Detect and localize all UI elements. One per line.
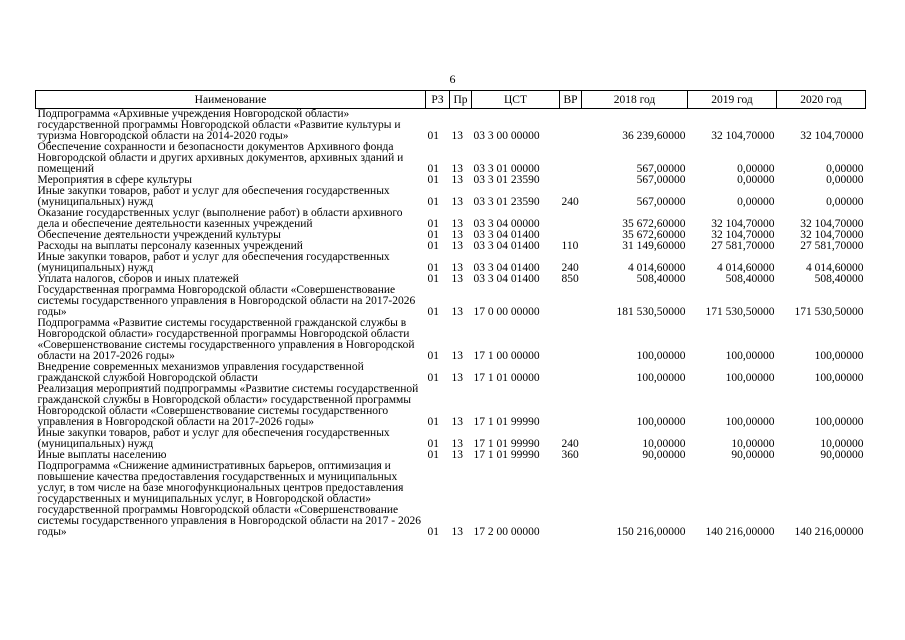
row-vr: 850 bbox=[561, 273, 579, 285]
row-pr: 13 bbox=[451, 372, 463, 384]
row-amount-2020: 100,00000 bbox=[814, 416, 864, 428]
row-name: Иные закупки товаров, работ и услуг для обеспечения государственных (муниципальных) нужд bbox=[37, 185, 390, 208]
row-amount-2018: 4 014,60000 bbox=[628, 262, 686, 274]
row-amount-2019: 90,00000 bbox=[731, 449, 775, 461]
row-amount-2019: 100,00000 bbox=[725, 350, 775, 362]
row-rz: 01 bbox=[427, 350, 439, 362]
row-rz: 01 bbox=[427, 196, 439, 208]
row-cst: 17 0 00 00000 bbox=[473, 306, 540, 318]
row-amount-2019: 171 530,50000 bbox=[705, 306, 775, 318]
row-name: Обеспечение деятельности учреждений культуры bbox=[37, 229, 281, 241]
row-pr: 13 bbox=[451, 273, 463, 285]
row-amount-2019: 100,00000 bbox=[725, 416, 775, 428]
row-vr bbox=[560, 362, 582, 384]
header-rz: РЗ bbox=[426, 91, 450, 109]
row-pr: 13 bbox=[451, 449, 463, 461]
row-name: Иные закупки товаров, работ и услуг для обеспечения государственных (муниципальных) нужд bbox=[37, 251, 390, 274]
row-rz: 01 bbox=[427, 372, 439, 384]
row-amount-2020: 32 104,70000 bbox=[800, 130, 864, 142]
table-row bbox=[36, 142, 866, 175]
row-vr bbox=[560, 285, 582, 318]
row-vr bbox=[560, 461, 582, 538]
table-header bbox=[36, 91, 866, 109]
row-amount-2019: 32 104,70000 bbox=[711, 229, 775, 241]
table-row bbox=[36, 186, 866, 208]
row-cst: 03 3 04 00000 bbox=[473, 218, 540, 230]
row-amount-2020: 0,00000 bbox=[826, 196, 864, 208]
row-amount-2018: 35 672,60000 bbox=[622, 229, 686, 241]
row-amount-2020: 4 014,60000 bbox=[806, 262, 864, 274]
row-amount-2020: 140 216,00000 bbox=[794, 526, 864, 538]
row-amount-2018: 36 239,60000 bbox=[622, 130, 686, 142]
row-vr: 360 bbox=[561, 449, 579, 461]
row-pr: 13 bbox=[451, 229, 463, 241]
row-pr: 13 bbox=[451, 130, 463, 142]
header-row bbox=[36, 91, 866, 109]
row-rz: 01 bbox=[427, 163, 439, 175]
row-amount-2018: 150 216,00000 bbox=[616, 526, 686, 538]
row-amount-2019: 0,00000 bbox=[737, 174, 775, 186]
row-amount-2019: 4 014,60000 bbox=[717, 262, 775, 274]
header-2020: 2020 год bbox=[777, 91, 866, 109]
row-name: Внедрение современных механизмов управления государственной гражданской службой Новгородской области bbox=[37, 361, 364, 384]
table-row bbox=[36, 252, 866, 274]
row-rz: 01 bbox=[427, 174, 439, 186]
row-amount-2019: 10,00000 bbox=[731, 438, 775, 450]
row-name: Мероприятия в сфере культуры bbox=[37, 174, 193, 186]
row-pr: 13 bbox=[451, 240, 463, 252]
row-vr bbox=[560, 384, 582, 428]
row-rz: 01 bbox=[427, 438, 439, 450]
row-amount-2018: 567,00000 bbox=[636, 163, 686, 175]
header-name: Наименование bbox=[36, 91, 426, 109]
row-vr: 240 bbox=[561, 262, 579, 274]
row-cst: 17 2 00 00000 bbox=[473, 526, 540, 538]
row-name: Иные выплаты населению bbox=[37, 449, 167, 461]
row-pr: 13 bbox=[451, 416, 463, 428]
row-vr bbox=[560, 175, 582, 186]
row-amount-2020: 0,00000 bbox=[826, 174, 864, 186]
row-cst: 03 3 01 23590 bbox=[473, 174, 540, 186]
row-amount-2019: 0,00000 bbox=[737, 196, 775, 208]
row-rz: 01 bbox=[427, 229, 439, 241]
row-pr: 13 bbox=[451, 174, 463, 186]
header-pr: Пр bbox=[450, 91, 472, 109]
row-vr bbox=[560, 318, 582, 362]
row-amount-2018: 31 149,60000 bbox=[622, 240, 686, 252]
row-cst: 17 1 01 99990 bbox=[473, 416, 540, 428]
table-row bbox=[36, 428, 866, 450]
row-pr: 13 bbox=[451, 526, 463, 538]
table-row bbox=[36, 318, 866, 362]
row-name: Подпрограмма «Снижение административных барьеров, оптимизация и повышение качества предоставления государственных и муниципальных услуг, в том числе на базе многофункциональных центров предоставления государственных и муниципальных услуг, в Новгородской области» государственной программы Новгородской области «Совершенствование системы государственного управления в Новгородской области на 2017 - 2026 годы» bbox=[37, 460, 421, 538]
row-amount-2020: 32 104,70000 bbox=[800, 218, 864, 230]
row-amount-2018: 100,00000 bbox=[636, 372, 686, 384]
row-cst: 17 1 01 99990 bbox=[473, 438, 540, 450]
row-vr bbox=[560, 109, 582, 143]
row-rz: 01 bbox=[427, 218, 439, 230]
row-rz: 01 bbox=[427, 240, 439, 252]
row-amount-2018: 10,00000 bbox=[642, 438, 686, 450]
row-rz: 01 bbox=[427, 526, 439, 538]
header-2018: 2018 год bbox=[582, 91, 688, 109]
row-cst: 03 3 04 01400 bbox=[473, 262, 540, 274]
row-amount-2018: 508,40000 bbox=[636, 273, 686, 285]
page-number: 6 bbox=[449, 72, 456, 86]
row-vr: 240 bbox=[561, 196, 579, 208]
row-rz: 01 bbox=[427, 306, 439, 318]
row-name: Подпрограмма «Развитие системы государственной гражданской службы в Новгородской области» государственной программы Новгородской области «Совершенствование системы государственного управления в Новгородской области на 2017-2026 годы» bbox=[37, 317, 415, 362]
row-amount-2020: 100,00000 bbox=[814, 350, 864, 362]
table-row bbox=[36, 285, 866, 318]
row-amount-2020: 32 104,70000 bbox=[800, 229, 864, 241]
row-amount-2018: 100,00000 bbox=[636, 416, 686, 428]
row-amount-2020: 508,40000 bbox=[814, 273, 864, 285]
row-cst: 17 1 01 00000 bbox=[473, 372, 540, 384]
row-vr: 110 bbox=[561, 240, 579, 252]
row-pr: 13 bbox=[451, 438, 463, 450]
row-name: Обеспечение сохранности и безопасности документов Архивного фонда Новгородской области и других архивных документов, архивных зданий и помещений bbox=[37, 141, 404, 175]
header-2019: 2019 год bbox=[688, 91, 777, 109]
row-pr: 13 bbox=[451, 262, 463, 274]
row-amount-2020: 171 530,50000 bbox=[794, 306, 864, 318]
row-pr: 13 bbox=[451, 350, 463, 362]
row-cst: 03 3 01 23590 bbox=[473, 196, 540, 208]
table-row bbox=[36, 362, 866, 384]
row-cst: 03 3 04 01400 bbox=[473, 240, 540, 252]
row-amount-2018: 181 530,50000 bbox=[616, 306, 686, 318]
header-cst: ЦСТ bbox=[472, 91, 560, 109]
row-amount-2018: 90,00000 bbox=[642, 449, 686, 461]
row-rz: 01 bbox=[427, 130, 439, 142]
row-name: Иные закупки товаров, работ и услуг для обеспечения государственных (муниципальных) нужд bbox=[37, 427, 390, 450]
row-amount-2019: 32 104,70000 bbox=[711, 130, 775, 142]
row-amount-2018: 567,00000 bbox=[636, 196, 686, 208]
header-vr: ВР bbox=[560, 91, 582, 109]
row-cst: 03 3 01 00000 bbox=[473, 163, 540, 175]
row-pr: 13 bbox=[451, 218, 463, 230]
row-name: Уплата налогов, сборов и иных платежей bbox=[37, 273, 239, 285]
row-name: Расходы на выплаты персоналу казенных учреждений bbox=[37, 240, 303, 252]
row-rz: 01 bbox=[427, 416, 439, 428]
table-row bbox=[36, 461, 866, 538]
row-vr bbox=[560, 208, 582, 230]
row-name: Государственная программа Новгородской области «Совершенствование системы государственного управления в Новгородской области на 2017-2026 годы» bbox=[37, 284, 416, 318]
row-amount-2019: 0,00000 bbox=[737, 163, 775, 175]
row-cst: 03 3 04 01400 bbox=[473, 229, 540, 241]
row-vr: 240 bbox=[561, 438, 579, 450]
row-name: Подпрограмма «Архивные учреждения Новгородской области» государственной программы Новгородской области «Развитие культуры и туризма Новгородской области на 2014-2020 годы» bbox=[37, 108, 401, 142]
table-row bbox=[36, 208, 866, 230]
row-amount-2018: 567,00000 bbox=[636, 174, 686, 186]
row-amount-2020: 10,00000 bbox=[820, 438, 864, 450]
row-amount-2019: 140 216,00000 bbox=[705, 526, 775, 538]
row-amount-2019: 100,00000 bbox=[725, 372, 775, 384]
row-rz: 01 bbox=[427, 449, 439, 461]
row-amount-2020: 27 581,70000 bbox=[800, 240, 864, 252]
row-name: Оказание государственных услуг (выполнение работ) в области архивного дела и обеспечение деятельности казенных учреждений bbox=[37, 207, 403, 230]
row-pr: 13 bbox=[451, 306, 463, 318]
row-amount-2020: 0,00000 bbox=[826, 163, 864, 175]
row-cst: 17 1 00 00000 bbox=[473, 350, 540, 362]
row-amount-2019: 32 104,70000 bbox=[711, 218, 775, 230]
budget-table bbox=[35, 90, 866, 538]
row-pr: 13 bbox=[451, 196, 463, 208]
row-amount-2018: 35 672,60000 bbox=[622, 218, 686, 230]
row-amount-2020: 90,00000 bbox=[820, 449, 864, 461]
row-rz: 01 bbox=[427, 262, 439, 274]
table-row bbox=[36, 109, 866, 143]
row-cst: 03 3 00 00000 bbox=[473, 130, 540, 142]
row-amount-2020: 100,00000 bbox=[814, 372, 864, 384]
row-amount-2019: 508,40000 bbox=[725, 273, 775, 285]
row-cst: 03 3 04 01400 bbox=[473, 273, 540, 285]
table-body bbox=[36, 109, 866, 539]
row-pr: 13 bbox=[451, 163, 463, 175]
row-cst: 17 1 01 99990 bbox=[473, 449, 540, 461]
row-amount-2018: 100,00000 bbox=[636, 350, 686, 362]
row-vr bbox=[560, 142, 582, 175]
row-name: Реализация мероприятий подпрограммы «Развитие системы государственной гражданской службы в Новгородской области» государственной программы Новгородской области «Совершенствование системы государственного управления в Новгородской области на 2017-2026 годы» bbox=[37, 383, 419, 428]
table-row bbox=[36, 384, 866, 428]
row-amount-2019: 27 581,70000 bbox=[711, 240, 775, 252]
row-rz: 01 bbox=[427, 273, 439, 285]
